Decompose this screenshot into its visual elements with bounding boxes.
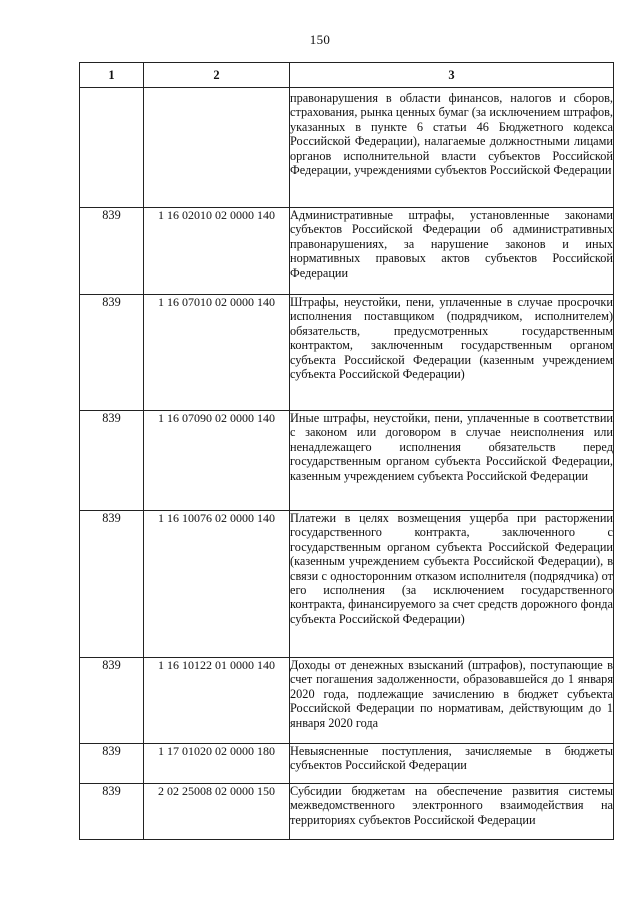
revenue-codes-table [79,62,614,840]
admin-code-cell: 839 [80,658,144,744]
admin-code-cell: 839 [80,744,144,784]
table-header-row [80,63,614,88]
description-cell: Субсидии бюджетам на обеспечение развития системы межведомственного электронного взаимодействия на территориях субъектов Российской Федерации [290,784,614,840]
description-cell: Невыясненные поступления, зачисляемые в бюджеты субъектов Российской Федерации [290,744,614,784]
budget-code-cell: 1 17 01020 02 0000 180 [144,744,290,784]
table-row [80,511,614,658]
description-cell: правонарушения в области финансов, налогов и сборов, страхования, рынка ценных бумаг (за исключением штрафов, указанных в пункте 6 статьи 46 Бюджетного кодекса Российской Федерации), налагаемые должностными лицами органов исполнительной власти субъектов Российской Федерации, учреждениями субъектов Российской Федерации [290,88,614,208]
description-cell: Доходы от денежных взысканий (штрафов), поступающие в счет погашения задолженности, образовавшейся до 1 января 2020 года, подлежащие зачислению в бюджет субъекта Российской Федерации по нормативам, действующим до 1 января 2020 года [290,658,614,744]
page-number: 150 [309,32,331,47]
budget-code-cell: 1 16 07090 02 0000 140 [144,411,290,511]
budget-code-cell: 1 16 10122 01 0000 140 [144,658,290,744]
table-row [80,208,614,295]
admin-code-cell: 839 [80,511,144,658]
column-header-3: 3 [290,63,614,88]
table-row [80,744,614,784]
admin-code-cell: 839 [80,411,144,511]
admin-code-cell: 839 [80,784,144,840]
admin-code-cell: 839 [80,295,144,411]
admin-code-cell: 839 [80,208,144,295]
description-cell: Штрафы, неустойки, пени, уплаченные в случае просрочки исполнения поставщиком (подрядчиком, исполнителем) обязательств, предусмотренных государственным контрактом, заключенным государственным органом субъекта Российской Федерации (казенным учреждением субъекта Российской Федерации) [290,295,614,411]
budget-code-cell: 2 02 25008 02 0000 150 [144,784,290,840]
table-row [80,784,614,840]
description-cell: Административные штрафы, установленные законами субъектов Российской Федерации об административных правонарушениях, за нарушение законов и иных нормативных правовых актов субъектов Российской Федерации [290,208,614,295]
table-row [80,411,614,511]
budget-code-cell: 1 16 10076 02 0000 140 [144,511,290,658]
admin-code-cell [80,88,144,208]
budget-code-cell [144,88,290,208]
budget-code-cell: 1 16 07010 02 0000 140 [144,295,290,411]
table-row [80,295,614,411]
table-row [80,658,614,744]
budget-code-cell: 1 16 02010 02 0000 140 [144,208,290,295]
description-cell: Иные штрафы, неустойки, пени, уплаченные в соответствии с законом или договором в случае неисполнения или ненадлежащего исполнения обязательств перед государственным органом субъекта Российской Федерации, казенным учреждением субъекта Российской Федерации [290,411,614,511]
column-header-1: 1 [80,63,144,88]
table-row [80,88,614,208]
column-header-2: 2 [144,63,290,88]
description-cell: Платежи в целях возмещения ущерба при расторжении государственного контракта, заключенного с государственным органом субъекта Российской Федерации (казенным учреждением субъекта Российской Федерации), в связи с односторонним отказом исполнителя (подрядчика) от его исполнения (за исключением государственного контракта, финансируемого за счет средств дорожного фонда субъекта Российской Федерации) [290,511,614,658]
